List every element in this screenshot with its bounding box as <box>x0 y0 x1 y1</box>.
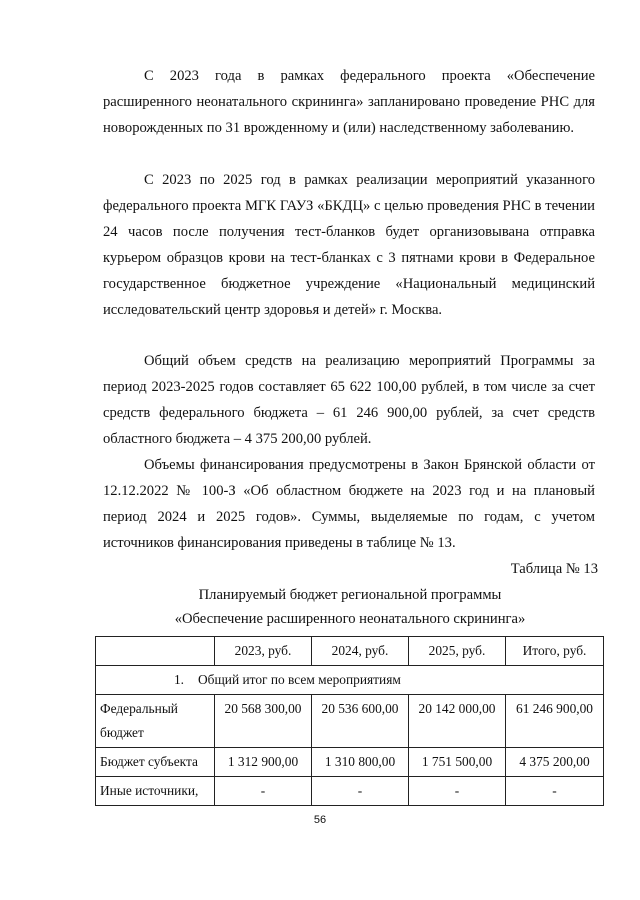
table-section-row <box>96 666 604 695</box>
cell-value: 20 536 600,00 <box>312 695 409 748</box>
table-row <box>96 777 604 806</box>
header-cell-2025: 2025, руб. <box>409 637 506 666</box>
section-cell <box>96 666 604 695</box>
cell-value: - <box>409 777 506 806</box>
cell-value: - <box>506 777 604 806</box>
cell-value: 61 246 900,00 <box>506 695 604 748</box>
cell-value: 1 751 500,00 <box>409 748 506 777</box>
paragraph-2: С 2023 по 2025 год в рамках реализации мероприятий указанного федерального проекта МГК ГАУЗ «БКДЦ» с целью проведения РНС в течении 24 часов после получения тест-бланков будет организовывана отправка курьером образцов крови на тест-бланках с 3 пятнами крови в Федеральное государственное бюджетное учреждение «Национальный медицинский исследовательский центр здоровья и детей» г. Москва. <box>103 172 595 318</box>
section-number: 1. <box>173 672 184 687</box>
table-header-row <box>96 637 604 666</box>
cell-value: - <box>215 777 312 806</box>
paragraph-3: Общий объем средств на реализацию мероприятий Программы за период 2023-2025 годов составляет 65 622 100,00 рублей, в том числе за счет средств федерального бюджета – 61 246 900,00 рублей, за счет средств областного бюджета – 4 375 200,00 рублей. <box>103 353 595 447</box>
cell-value: 20 142 000,00 <box>409 695 506 748</box>
table-row <box>96 695 604 748</box>
page-number: 56 <box>313 814 327 826</box>
header-cell-empty <box>96 637 215 666</box>
table-label: Таблица № 13 <box>510 561 598 577</box>
section-title: Общий итог по всем мероприятиям <box>198 672 401 687</box>
row-label-other: Иные источники, <box>96 777 215 806</box>
cell-value: 4 375 200,00 <box>506 748 604 777</box>
cell-value: 20 568 300,00 <box>215 695 312 748</box>
header-cell-total: Итого, руб. <box>506 637 604 666</box>
paragraph-4: Объемы финансирования предусмотрены в Закон Брянской области от 12.12.2022 № 100-З «Об областном бюджете на 2023 год и на плановый период 2024 и 2025 годов». Суммы, выделяемые по годам, с учетом источников финансирования приведены в таблице № 13. <box>103 457 595 551</box>
cell-value: 1 312 900,00 <box>215 748 312 777</box>
budget-table <box>95 636 604 806</box>
cell-value: 1 310 800,00 <box>312 748 409 777</box>
paragraph-1: С 2023 года в рамках федерального проекта «Обеспечение расширенного неонатального скрининга» запланировано проведение РНС для новорожденных по 31 врожденному и (или) наследственному заболеванию. <box>103 68 595 136</box>
table-caption-line-1: Планируемый бюджет региональной программы <box>198 587 502 603</box>
header-cell-2023: 2023, руб. <box>215 637 312 666</box>
table-caption-line-2: «Обеспечение расширенного неонатального скрининга» <box>174 611 526 627</box>
row-label-subject: Бюджет субъекта <box>96 748 215 777</box>
cell-value: - <box>312 777 409 806</box>
table-row <box>96 748 604 777</box>
header-cell-2024: 2024, руб. <box>312 637 409 666</box>
row-label-federal: Федеральный бюджет <box>96 695 215 748</box>
